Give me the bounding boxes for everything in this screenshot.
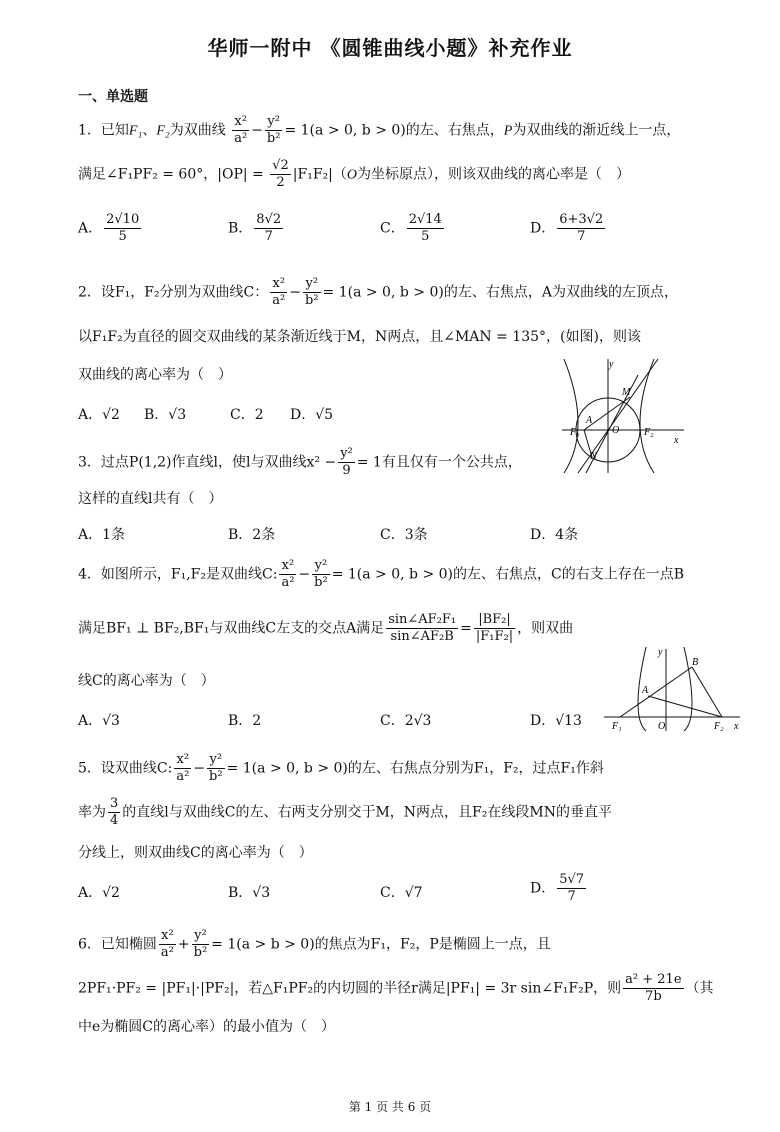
fig2-f2: F₂: [714, 721, 724, 732]
q3-option-b: B．2条: [228, 527, 276, 543]
q1-p: P: [503, 123, 513, 139]
q1-option-d: D． $\frac{6+3√2}{7}$: [530, 212, 604, 244]
q1-line2-a: 满足∠F₁PF₂ = 60°，|OP| =: [78, 166, 264, 183]
q6-line2: 2PF₁·PF₂ = |PF₁|·|PF₂|，若△F₁PF₂的内切圆的半径r满足|PF₁| = 3r sin∠F₁F₂P，则 $\frac{\text{a² + 21e}}{7b}$ （其: [78, 972, 714, 1004]
fig1-n: N: [590, 451, 597, 462]
q4-option-d: D．√13: [530, 713, 582, 729]
q5-option-d: D． $\frac{5√7}{7}$: [530, 872, 585, 904]
q5-line3: 分线上，则双曲线C的离心率为（ ）: [78, 845, 313, 861]
q1-f1: F₁: [128, 123, 143, 139]
q1-hyp-rest: = 1(a > 0, b > 0): [284, 122, 406, 139]
fig1-a: A: [586, 415, 593, 426]
q1-option-a: A． $\frac{2√10}{5}$: [78, 212, 140, 244]
q2-option-a: A．√2: [78, 407, 120, 423]
q1-text-d: 的左、右焦点，: [405, 122, 504, 139]
q1-text-a: 1．已知: [78, 122, 129, 139]
q1-line2: [78, 158, 630, 191]
q2-option-b: B．√3: [144, 407, 187, 423]
q6-line3: 中e为椭圆C的离心率）的最小值为（ ）: [78, 1019, 335, 1035]
q2-option-d: D．√5: [290, 407, 334, 423]
q2-line3: 双曲线的离心率为（ ）: [78, 367, 232, 383]
fig2-f1: F₁: [612, 721, 622, 732]
page-footer: 第 1 页 共 6 页: [348, 1100, 432, 1114]
fig2-x: x: [734, 721, 739, 732]
q5-option-b: B．√3: [228, 885, 271, 901]
q5-option-a: A．√2: [78, 885, 120, 901]
q4-option-a: A．√3: [78, 713, 120, 729]
q4-line2: 满足BF₁ ⊥ BF₂,BF₁与双曲线C左支的交点A满足 $\frac{\text{sin∠AF₂F₁}}{\text{sin∠AF₂B}}$ = $\frac{\text{|BF₂|}}{\text{|F₁F₂|}}$ ，则双曲: [78, 612, 574, 644]
q4-line1: 4．如图所示，F₁,F₂是双曲线C: $\frac{\text{x²}}{\text{a²}}$ − $\frac{\text{y²}}{\text{b²}}$ = 1(a > 0, b > 0)的左、右焦点，C的右支上存在一点B: [78, 558, 684, 590]
q3-option-c: C．3条: [380, 527, 428, 543]
q4-option-c: C．2√3: [380, 713, 432, 729]
q4-option-b: B．2: [228, 713, 262, 729]
fig2-y: y: [658, 647, 663, 658]
q5-line1: 5．设双曲线C: $\frac{\text{x²}}{\text{a²}}$ − $\frac{\text{y²}}{\text{b²}}$ = 1(a > 0, b > 0)的左、右焦点分别为F₁，F₂，过点F₁作斜: [78, 752, 604, 784]
q1-line2-b: |F₁F₂|（: [292, 166, 347, 183]
q1-line1: 1．已知F₁、F₂为双曲线 $\frac{\text{x²}}{\text{a²}}$ − $\frac{\text{y²}}{\text{b²}}$ = 1(a > 0, b > 0)的左、右焦点，P为双曲线的渐近线上一点，: [78, 114, 681, 146]
q1-frac-y: $\frac{\text{y²}}{\text{b²}}$: [266, 114, 281, 146]
q3-option-d: D．4条: [530, 527, 579, 543]
q1-frac-x: $\frac{\text{x²}}{\text{a²}}$: [234, 114, 248, 146]
fig1-f1: F₁: [570, 427, 580, 438]
q2-figure: [556, 355, 690, 475]
q5-option-c: C．√7: [380, 885, 423, 901]
page-title: 华师一附中 《圆锥曲线小题》补充作业: [207, 36, 573, 60]
q1-text-c: 为双曲线: [169, 122, 226, 139]
q1-option-c: C． $\frac{2√14}{5}$: [380, 212, 442, 244]
section-heading: 一、单选题: [78, 89, 148, 105]
q3-line2: 这样的直线l共有（ ）: [78, 491, 223, 507]
fig1-o: O: [612, 425, 620, 436]
q6-line1: 6．已知椭圆 $\frac{\text{x²}}{\text{a²}}$ + $\frac{\text{y²}}{\text{b²}}$ = 1(a > b > 0)的焦点为F₁，F₂，P是椭圆上一点，且: [78, 928, 551, 960]
q3-option-a: A．1条: [78, 527, 126, 543]
q1-text-e: 为双曲线的渐近线上一点，: [512, 122, 681, 139]
q1-f2: F₂: [156, 123, 170, 139]
q1-text-b: 、: [142, 122, 157, 139]
q3-line1: 3．过点P(1,2)作直线l，使l与双曲线x² − $\frac{\text{y²}}{9}$ = 1有且仅有一个公共点，: [78, 446, 522, 478]
fig2-b: B: [692, 657, 699, 668]
q2-line1: 2．设F₁，F₂分别为双曲线C： $\frac{\text{x²}}{\text{a²}}$ − $\frac{\text{y²}}{\text{b²}}$ = 1(a > 0, b > 0)的左、右焦点，A为双曲线的左顶点，: [78, 276, 678, 308]
q1-line2-c: 为坐标原点），则该双曲线的离心率是（ ）: [357, 166, 630, 183]
fig1-m: M: [622, 387, 631, 398]
q1-o: O: [346, 167, 357, 183]
q2-line2: 以F₁F₂为直径的圆交双曲线的某条渐近线于M，N两点，且∠MAN = 135°，(如图)，则该: [78, 329, 641, 345]
fig1-f2: F₂: [644, 427, 654, 438]
q5-line2: 率为 $\frac{3}{4}$ 的直线l与双曲线C的左、右两支分别交于M，N两点，且F₂在线段MN的垂直平: [78, 796, 612, 828]
q1-option-b: B． $\frac{8√2}{7}$: [228, 212, 282, 244]
q4-figure: [600, 645, 746, 733]
fig1-x: x: [674, 435, 679, 446]
q4-line3: 线C的离心率为（ ）: [78, 673, 215, 689]
q1-frac-sqrt2: $\frac{√2}{2}$: [272, 158, 289, 190]
fig2-o: O: [658, 721, 666, 732]
fig2-a: A: [642, 685, 649, 696]
fig1-y: y: [609, 359, 614, 370]
q2-option-c: C．2: [230, 407, 264, 423]
